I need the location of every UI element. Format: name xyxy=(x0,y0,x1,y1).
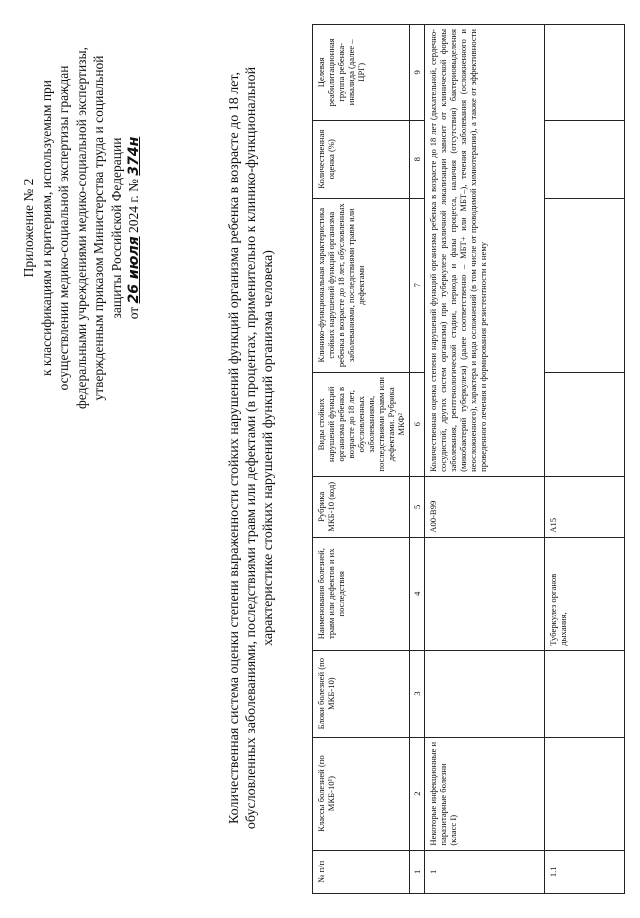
header-cell: Классы болезней (по МКБ-10¹) xyxy=(313,737,410,850)
assessment-table xyxy=(312,24,625,894)
row-number: 1 xyxy=(425,850,545,893)
header-cell: Рубрика МКБ-10 (код) xyxy=(313,476,410,537)
appendix-line: защиты Российской Федерации xyxy=(108,137,124,319)
appendix-title: Приложение № 2 xyxy=(21,178,36,278)
appendix-date-line xyxy=(125,18,144,438)
date-prefix: от xyxy=(126,306,141,320)
column-number: 9 xyxy=(410,25,425,121)
column-number: 2 xyxy=(410,737,425,850)
appendix-line: утвержденным приказом Министерства труда и социальной xyxy=(91,55,106,401)
handwritten-order-number: 374н xyxy=(126,136,142,176)
table-header-row xyxy=(313,25,410,894)
assessment-description: Количественная оценка степени нарушений функций организма ребенка в возрасте до 18 лет (дыхательной, сердечно-сосудистой, других систем организма) при туберкулезе различной локализации зависит от клинической формы заболевания, рентгенологической стадии, периода и фазы процесса, наличия (отсутствия) бактериовыделения (микобактерий туберкулеза) (далее соответственно – МБТ+ или МБТ–), течения заболевания (осложненного и неосложненного), характера и вида осложнений (в том числе от проводимой химиотерапии), а также от эффективности проведенного лечения и формирования резистентности к нему xyxy=(425,25,545,477)
date-year: 2024 г. № xyxy=(126,179,141,234)
disease-block xyxy=(545,650,625,737)
column-number: 8 xyxy=(410,120,425,198)
disease-block xyxy=(425,650,545,737)
header-cell: № п/п xyxy=(313,850,410,893)
title-line: Количественная система оценки степени выраженности стойких нарушений функций организма ребенка в возрасте до 18 лет, xyxy=(227,72,242,824)
header-cell: Клинико-функциональная характеристика стойких нарушений функций организма ребенка в возрасте до 18 лет, обусловленных заболеваниями, последствиями травм или дефектами xyxy=(313,198,410,372)
column-number: 7 xyxy=(410,198,425,372)
target-group xyxy=(545,25,625,121)
header-cell: Блоки болезней (по МКБ-10) xyxy=(313,650,410,737)
quantitative-score xyxy=(545,120,625,198)
header-cell: Целевая реабилитационная группа ребенка-инвалида (далее – ЦРГ) xyxy=(313,25,410,121)
row-number: 1.1 xyxy=(545,850,625,893)
title-line: обусловленных заболеваниями, последствиями травм или дефектами (в процентах, применительно к клинико-функциональной xyxy=(244,66,259,830)
impairment-type xyxy=(545,372,625,476)
disease-name xyxy=(425,537,545,650)
icd-code: A15 xyxy=(545,476,625,537)
handwritten-date: 26 июля xyxy=(126,236,142,304)
column-number: 3 xyxy=(410,650,425,737)
disease-class xyxy=(545,737,625,850)
header-cell: Количественная оценка (%) xyxy=(313,120,410,198)
column-number-row xyxy=(410,25,425,894)
column-number: 4 xyxy=(410,537,425,650)
column-number: 1 xyxy=(410,850,425,893)
column-number: 6 xyxy=(410,372,425,476)
column-number: 5 xyxy=(410,476,425,537)
appendix-line: к классификациям и критериям, используемым при xyxy=(38,79,54,377)
table-row xyxy=(545,25,625,894)
appendix-line: федеральными учреждениями медико-социальной экспертизы, xyxy=(73,47,89,409)
appendix-header xyxy=(20,18,144,438)
disease-class: Некоторые инфекционные и паразитарные болезни (класс I) xyxy=(425,737,545,850)
title-line: характеристике стойких нарушений функций организма человека) xyxy=(261,250,276,646)
clinical-characteristic xyxy=(545,198,625,372)
header-cell: Виды стойких нарушений функций организма ребенка в возрасте до 18 лет, обусловленных заболеваниями, последствиями травм или дефектами. Рубрика МКФ² xyxy=(313,372,410,476)
table-row xyxy=(425,25,545,894)
appendix-line: осуществлении медико-социальной экспертизы граждан xyxy=(56,65,71,391)
document-title xyxy=(226,18,277,878)
icd-code: A00-B99 xyxy=(425,476,545,537)
header-cell: Наименования болезней, травм или дефектов и их последствия xyxy=(313,537,410,650)
disease-name: Туберкулез органов дыхания, xyxy=(545,537,625,650)
